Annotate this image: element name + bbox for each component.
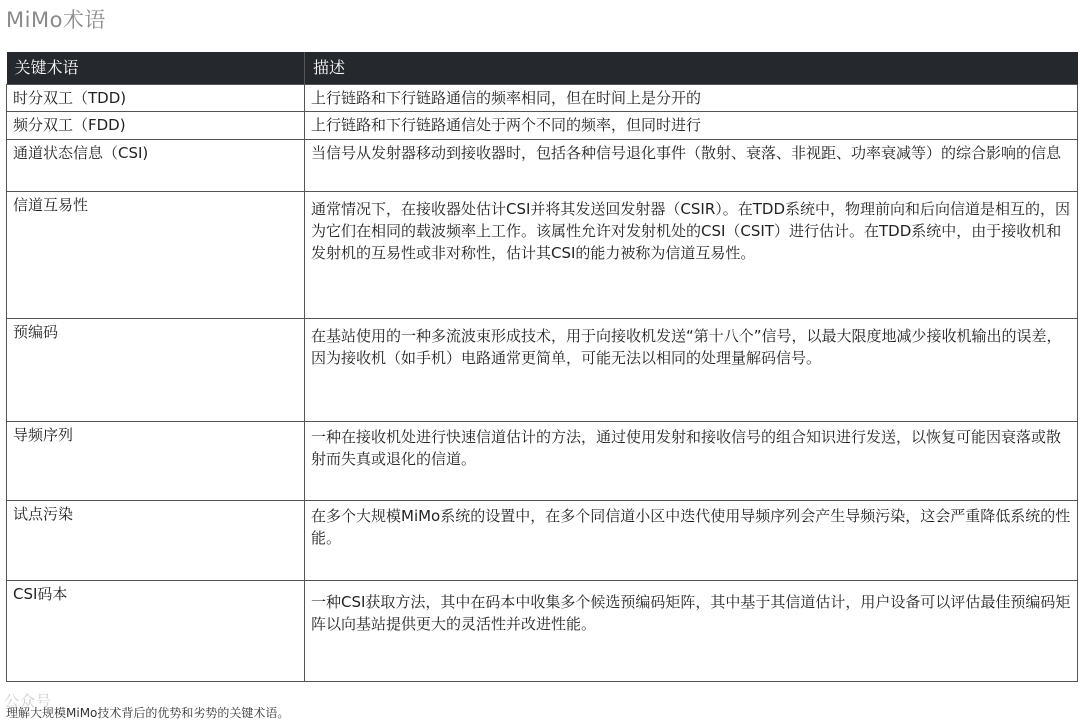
- table-row: [7, 192, 1078, 319]
- terms-table: [6, 52, 1078, 682]
- table-row: [7, 422, 1078, 501]
- table-header-row: [7, 52, 1078, 85]
- page-title: MiMo术语: [6, 8, 106, 32]
- term-cell: 导频序列: [7, 422, 305, 501]
- column-header-term: 关键术语: [7, 52, 305, 85]
- term-cell: 试点污染: [7, 501, 305, 581]
- description-cell: 一种在接收机处进行快速信道估计的方法，通过使用发射和接收信号的组合知识进行发送，以恢复可能因衰落或散射而失真或退化的信道。: [305, 422, 1078, 501]
- description-cell: 通常情况下，在接收器处估计CSI并将其发送回发射器（CSIR）。在TDD系统中，物理前向和后向信道是相互的，因为它们在相同的载波频率上工作。该属性允许对发射机处的CSI（CSIT）进行估计。在TDD系统中，由于接收机和发射机的互易性或非对称性，估计其CSI的能力被称为信道互易性。: [305, 192, 1078, 319]
- term-cell: 频分双工（FDD): [7, 112, 305, 140]
- table-row: [7, 319, 1078, 422]
- watermark: 公众号: [4, 692, 53, 710]
- description-cell: 在多个大规模MiMo系统的设置中，在多个同信道小区中迭代使用导频序列会产生导频污染，这会严重降低系统的性能。: [305, 501, 1078, 581]
- term-cell: 时分双工（TDD): [7, 85, 305, 112]
- term-cell: 信道互易性: [7, 192, 305, 319]
- term-cell: CSI码本: [7, 581, 305, 682]
- description-cell: 上行链路和下行链路通信的频率相同，但在时间上是分开的: [305, 85, 1078, 112]
- term-cell: 通道状态信息（CSI): [7, 140, 305, 192]
- term-cell: 预编码: [7, 319, 305, 422]
- table-row: [7, 581, 1078, 682]
- description-cell: 在基站使用的一种多流波束形成技术，用于向接收机发送“第十八个”信号，以最大限度地减少接收机输出的误差，因为接收机（如手机）电路通常更简单，可能无法以相同的处理量解码信号。: [305, 319, 1078, 422]
- description-cell: 一种CSI获取方法，其中在码本中收集多个候选预编码矩阵，其中基于其信道估计，用户设备可以评估最佳预编码矩阵以向基站提供更大的灵活性并改进性能。: [305, 581, 1078, 682]
- description-cell: 当信号从发射器移动到接收器时，包括各种信号退化事件（散射、衰落、非视距、功率衰减等）的综合影响的信息: [305, 140, 1078, 192]
- table-row: [7, 85, 1078, 112]
- table-row: [7, 140, 1078, 192]
- table-caption: 理解大规模MiMo技术背后的优势和劣势的关键术语。: [6, 706, 290, 720]
- column-header-description: 描述: [305, 52, 1078, 85]
- table-row: [7, 501, 1078, 581]
- table-row: [7, 112, 1078, 140]
- description-cell: 上行链路和下行链路通信处于两个不同的频率，但同时进行: [305, 112, 1078, 140]
